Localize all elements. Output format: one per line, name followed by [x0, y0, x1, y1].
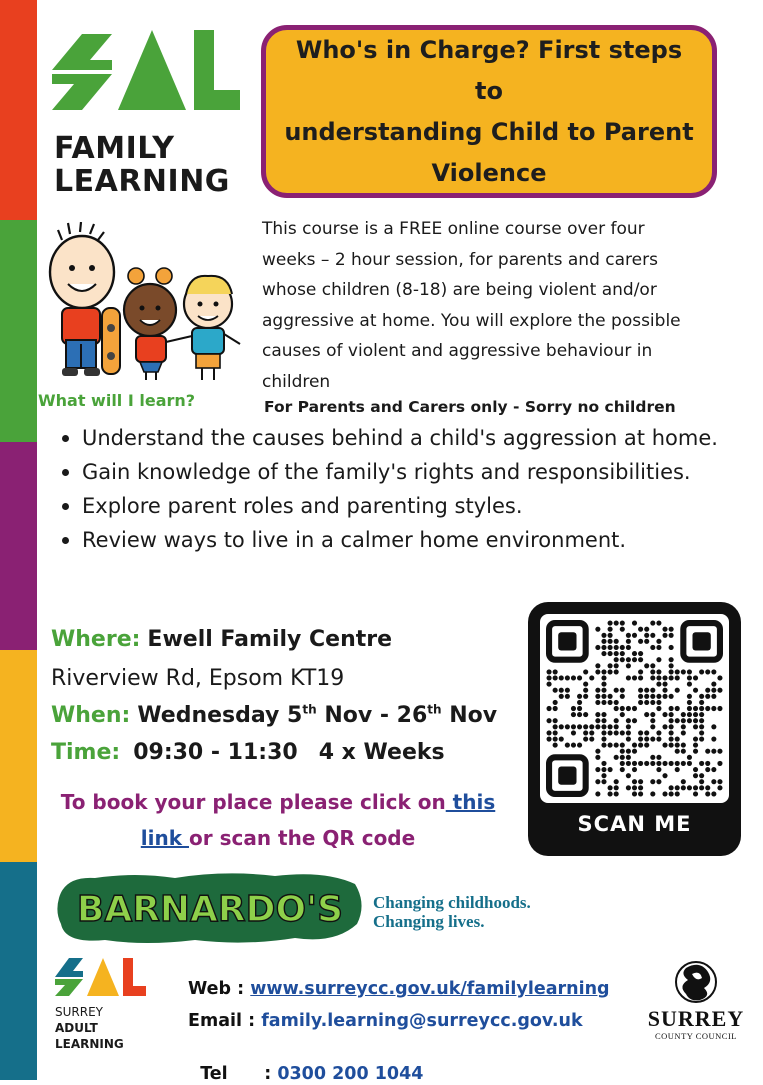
time-row [51, 740, 445, 766]
stripe-purple [0, 442, 37, 650]
tel-label: Tel [200, 1064, 228, 1084]
email-label: Email [188, 1011, 242, 1031]
address: Riverview Rd, Epsom KT19 [51, 666, 345, 691]
booking-call-to-action [30, 784, 526, 856]
when-suffix-1: th [302, 702, 317, 717]
barnardos-logo [55, 868, 365, 948]
intro-line: causes of violent and aggressive behaviour in [262, 341, 653, 361]
barnardos-wordmark: BARNARDO'S [76, 889, 344, 930]
intro-line: weeks – 2 hour session, for parents and carers [262, 249, 658, 270]
title-line-1: Who's in Charge? First steps to [295, 35, 683, 105]
sal-logo [52, 26, 242, 114]
barnardos-tagline [373, 893, 531, 931]
sal-line-3: LEARNING [55, 1037, 124, 1051]
when-day: Wednesday 5 [137, 703, 303, 728]
where-label: Where: [51, 627, 141, 652]
weeks-value: 4 x Weeks [318, 740, 445, 765]
list-item: Explore parent roles and parenting styles. [60, 489, 760, 523]
brand-line-2: LEARNING [54, 164, 230, 199]
sal-line-1: SURREY [55, 1005, 103, 1019]
web-row [188, 978, 610, 1000]
qr-code-image [540, 614, 729, 803]
tagline-line-2: Changing lives. [373, 912, 485, 931]
course-description [262, 214, 752, 397]
learning-outcomes-list [60, 421, 760, 557]
qr-code[interactable] [540, 614, 729, 803]
intro-line: aggressive at home. You will explore the possible [262, 310, 681, 331]
list-item: Gain knowledge of the family's rights and responsibilities. [60, 455, 760, 489]
intro-line: whose children (8-18) are being violent and/or [262, 280, 657, 300]
surrey-adult-learning-text [55, 1004, 124, 1052]
intro-line: children [262, 371, 331, 392]
tel-row [188, 1041, 423, 1085]
intro-line: This course is a FREE online course over four [262, 219, 645, 239]
audience-note: For Parents and Carers only - Sorry no children [264, 398, 676, 416]
booking-link[interactable]: this [445, 790, 496, 814]
booking-text-2: or scan the QR code [189, 826, 416, 850]
stripe-teal [0, 862, 37, 1080]
web-link[interactable]: www.surreycc.gov.uk/familylearning [250, 979, 610, 999]
brand-line-1: FAMILY [54, 131, 175, 166]
sal-small-logo [55, 956, 147, 998]
where-value: Ewell Family Centre [147, 627, 393, 652]
surrey-name: SURREY [647, 1006, 745, 1031]
learn-heading: What will I learn? [38, 391, 196, 410]
stripe-green [0, 220, 37, 442]
list-item: Understand the causes behind a child's aggression at home. [60, 421, 760, 455]
email-separator: : [242, 1011, 262, 1031]
when-suffix-2: th [427, 702, 442, 717]
title-line-2: understanding Child to Parent [284, 117, 694, 146]
where-row [51, 627, 392, 653]
tagline-line-1: Changing childhoods. [373, 893, 531, 912]
sal-line-2: ADULT [55, 1021, 98, 1035]
tel-separator: : [227, 1064, 278, 1084]
when-label: When: [51, 703, 131, 728]
booking-link[interactable]: link [140, 826, 189, 850]
surrey-subtitle: COUNTY COUNCIL [654, 1031, 737, 1041]
tel-link[interactable]: 0300 200 1044 [277, 1064, 424, 1084]
qr-code-panel[interactable] [528, 602, 741, 856]
booking-text-1: To book your place please click on [60, 790, 446, 814]
scan-me-label: SCAN ME [577, 812, 692, 836]
list-item: Review ways to live in a calmer home environment. [60, 523, 760, 557]
course-title-box [261, 25, 717, 198]
when-end: Nov [441, 703, 498, 728]
time-label: Time: [51, 740, 121, 765]
email-row [188, 1010, 583, 1032]
title-line-3: Violence [431, 158, 547, 187]
email-link[interactable]: family.learning@surreycc.gov.uk [261, 1011, 583, 1031]
stripe-red [0, 0, 37, 220]
family-learning-wordmark [54, 132, 230, 198]
time-value: 09:30 - 11:30 [133, 740, 298, 765]
when-row [51, 703, 497, 729]
when-mid: Nov - 26 [316, 703, 428, 728]
when-value [137, 703, 497, 728]
course-title [282, 30, 696, 194]
children-illustration [40, 222, 250, 384]
web-label: Web [188, 979, 232, 999]
web-separator: : [231, 979, 251, 999]
